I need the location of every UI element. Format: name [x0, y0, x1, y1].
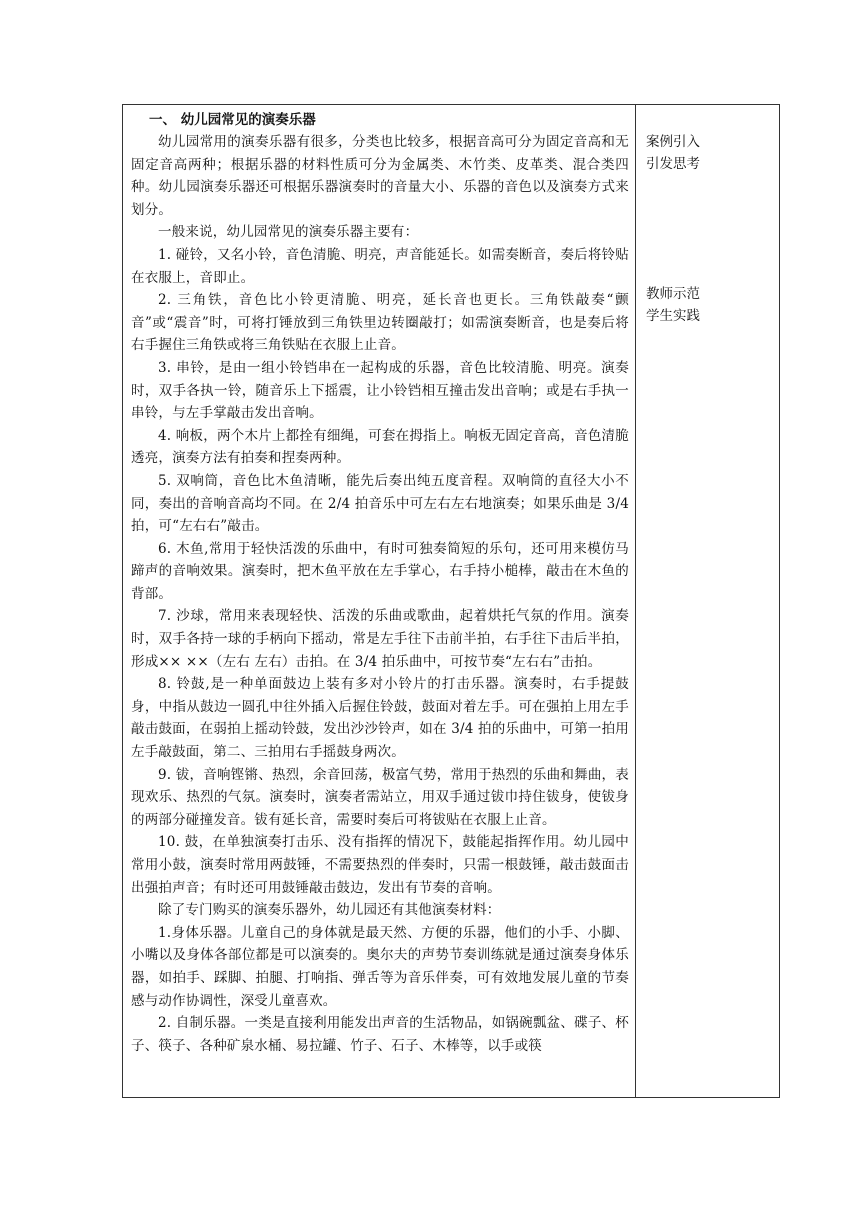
lesson-plan-table	[122, 104, 780, 1098]
paragraph: 2. 自制乐器。一类是直接利用能发出声音的生活物品，如锅碗瓢盆、碟子、杯子、筷子、各种矿泉水桶、易拉罐、竹子、石子、木棒等，以手或筷	[131, 1015, 629, 1054]
paragraph: 一般来说，幼儿园常见的演奏乐器主要有：	[158, 224, 419, 241]
content-column	[123, 105, 636, 1097]
paragraph: 1.身体乐器。儿童自己的身体就是最天然、方便的乐器，他们的小手、小脚、小嘴以及身体各部位都是可以演奏的。奥尔夫的声势节奏训练就是通过演奏身体乐器，如拍手、踩脚、拍腿、打响指、弹舌等为音乐伴奏，可有效地发展儿童的节奏感与动作协调性，深受儿童喜欢。	[131, 924, 629, 1009]
paragraph-list	[131, 131, 629, 1057]
teaching-method-column	[636, 105, 779, 1097]
paragraph: 6. 木鱼,常用于轻快活泼的乐曲中，有时可独奏简短的乐句，还可用来模仿马蹄声的音响效果。演奏时，把木鱼平放在左手掌心，右手持小槌棒，敲击在木鱼的背部。	[131, 540, 629, 602]
paragraph: 3. 串铃，是由一组小铃铛串在一起构成的乐器，音色比较清脆、明亮。演奏时，双手各执一铃，随音乐上下摇震，让小铃铛相互撞击发出音响；或是右手执一串铃，与左手掌敲击发出音响。	[131, 359, 629, 422]
side-note-demo-practice	[646, 283, 775, 327]
paragraph: 2. 三角铁，音色比小铃更清脆、明亮，延长音也更长。三角铁敲奏“颤音”或“震音”时，可将打锤放到三角铁里边转圈敲打；如需演奏断音，也是奏后将右手握住三角铁或将三角铁贴在衣服上止音。	[131, 292, 629, 354]
paragraph: 除了专门购买的演奏乐器外，幼儿园还有其他演奏材料：	[158, 902, 501, 919]
side-note-case-intro	[646, 131, 775, 175]
paragraph: 8. 铃鼓,是一种单面鼓边上装有多对小铃片的打击乐器。演奏时，右手提鼓身，中指从鼓边一圆孔中往外插入后握住铃鼓，鼓面对着左手。可在强拍上用左手敲击鼓面，在弱拍上摇动铃鼓，发出沙沙铃声，如在 3/4 拍的乐曲中，可第一拍用左手敲鼓面，第二、三拍用右手摇鼓身两次。	[131, 676, 629, 761]
paragraph: 10. 鼓，在单独演奏打击乐、没有指挥的情况下，鼓能起指挥作用。幼儿园中常用小鼓，演奏时常用两鼓锤，不需要热烈的伴奏时，只需一根鼓锤，敲击鼓面击出强拍声音；有时还可用鼓锤敲击鼓边，发出有节奏的音响。	[131, 834, 629, 896]
paragraph: 9. 钹，音响铿锵、热烈，余音回荡，极富气势，常用于热烈的乐曲和舞曲，表现欢乐、热烈的气氛。演奏时，演奏者需站立，用双手通过钹巾持住钹身，使钹身的两部分碰撞发音。钹有延长音，需要时奏后可将钹贴在衣服上止音。	[131, 766, 629, 828]
side-note-text: 教师示范 学生实践	[646, 286, 700, 324]
paragraph: 1. 碰铃，又名小铃，音色清脆、明亮，声音能延长。如需奏断音，奏后将铃贴在衣服上，音即止。	[131, 246, 629, 286]
paragraph: 5. 双响筒，音色比木鱼清晰，能先后奏出纯五度音程。双响筒的直径大小不同，奏出的音响音高均不同。在 2/4 拍音乐中可左右左右地演奏；如果乐曲是 3/4 拍，可“左右右”敲击。	[131, 472, 629, 535]
section-title: 一、 幼儿园常见的演奏乐器	[149, 112, 316, 128]
paragraph: 4. 响板，两个木片上都拴有细绳，可套在拇指上。响板无固定音高，音色清脆透亮，演奏方法有拍奏和捏奏两种。	[131, 427, 629, 467]
side-note-text: 案例引入 引发思考	[646, 134, 700, 172]
paragraph: 7. 沙球，常用来表现轻快、活泼的乐曲或歌曲，起着烘托气氛的作用。演奏时，双手各持一球的手柄向下摇动，常是左手往下击前半拍，右手往下击后半拍，形成×× ××（左右 左右）击拍。在 3/4 拍乐曲中，可按节奏“左右右”击拍。	[131, 608, 629, 670]
paragraph: 幼儿园常用的演奏乐器有很多，分类也比较多，根据音高可分为固定音高和无固定音高两种；根据乐器的材料性质可分为金属类、木竹类、皮革类、混合类四种。幼儿园演奏乐器还可根据乐器演奏时的音量大小、乐器的音色以及演奏方式来划分。	[131, 134, 629, 218]
